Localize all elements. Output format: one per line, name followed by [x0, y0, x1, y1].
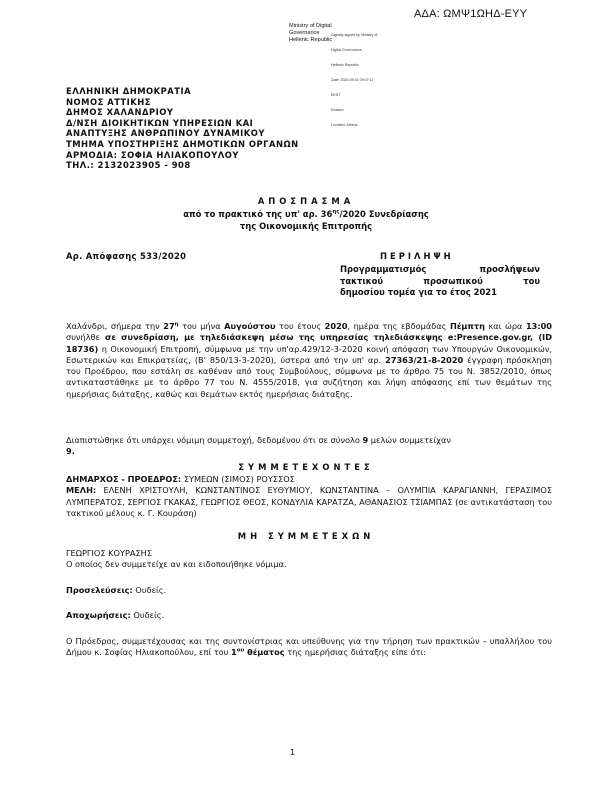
signature-detail-line: Hellenic Republic [331, 63, 359, 67]
letterhead-line: ΕΛΛΗΝΙΚΗ ΔΗΜΟΚΡΑΤΙΑ [66, 86, 192, 96]
departures-label: Αποχωρήσεις: [66, 610, 131, 620]
text: , ημέρα της εβδομάδας [347, 321, 450, 331]
subheading-sup: ης [332, 209, 340, 216]
signature-line: Governance [289, 30, 320, 36]
digital-signature-details [331, 23, 377, 133]
day: 27 [163, 321, 175, 331]
text: της ημερήσιας διάταξης είπε ότι: [284, 647, 427, 658]
summary-text [340, 264, 540, 299]
text: η Οικονομική Επιτροπή, σύμφωνα με την υπ'αρ.429/12-3-2020 κοινή απόφαση των Υπουργών Οικονομικών, Εσωτερικών και Επικρατείας, (Β' 850/13-3-2020), ύστερα από την υπ' αρ. [66, 343, 552, 365]
text: μελών συμμετείχαν [368, 435, 451, 445]
present-members: 9. [66, 446, 75, 457]
year: 2020 [324, 321, 348, 331]
signature-detail-line: Date: 2020.09.01 09:07:11 [331, 78, 374, 82]
text: Ο Πρόεδρος, συμμετέχουσας και της συντονίστριας και υπεύθυνης για την τήρηση των πρακτικών – υπαλλήλου του Δήμου κ. Σοφίας Ηλιακοπούλου, επί του [66, 636, 552, 658]
absent-name: ΓΕΩΡΓΙΟΣ ΚΟΥΡΑΣΗΣ [66, 548, 152, 558]
text: συνήλθε [66, 332, 105, 343]
meeting-paragraph [66, 321, 552, 400]
signature-line: Ministry of Digital [289, 23, 332, 29]
signature-detail-line: Reason: [331, 108, 345, 112]
topic-number: 1 [231, 647, 237, 658]
departures [66, 610, 552, 621]
members-names: ΕΛΕΝΗ ΧΡΙΣΤΟΥΛΗ, ΚΩΝΣΤΑΝΤΙΝΟΣ ΕΥΘΥΜΙΟΥ, ΚΩΝΣΤΑΝΤΙΝΑ – ΟΛΥΜΠΙΑ ΚΑΡΑΓΙΑΝΝΗ, ΓΕΡΑΣΙΜΟΣ ΛΥΜΠΕΡΑΤΟΣ, ΣΕΡΓΙΟΣ ΓΚΑΚΑΣ, ΓΕΩΡΓΙΟΣ ΘΕΟΣ, ΚΟΝΔΥΛΙΑ ΚΑΡΑΤΖΑ, ΑΘΑΝΑΣΙΟΣ ΤΣΙΑΜΠΑΣ (σε αντικατάσταση του τακτικού μέλους κ. Γ. Κουράση) [66, 485, 552, 518]
absent-note: Ο οποίος δεν συμμετείχε αν και ειδοποιήθηκε νόμιμα. [66, 559, 287, 570]
page-number: 1 [290, 748, 296, 757]
document-subheading [0, 209, 612, 219]
weekday: Πέμπτη [449, 321, 485, 331]
time: 13:00 [525, 321, 552, 331]
arrivals-value: Ουδείς. [132, 585, 167, 595]
total-members: 9 [362, 435, 369, 445]
signature-detail-line: EEST [331, 93, 341, 97]
month: Αυγούστου [224, 321, 276, 331]
digital-signature-issuer [289, 23, 332, 44]
signature-line: Hellenic Republic [289, 37, 333, 43]
letterhead-line: ΔΗΜΟΣ ΧΑΛΑΝΔΡΙΟΥ [66, 107, 174, 118]
summary-line: δημοσίου τομέα για το έτος 2021 [340, 287, 497, 297]
letterhead-line: ΤΜΗΜΑ ΥΠΟΣΤΗΡΙΞΗΣ ΔΗΜΟΤΙΚΩΝ ΟΡΓΑΝΩΝ [66, 138, 299, 149]
letterhead-line: ΑΝΑΠΤΥΞΗΣ ΑΝΘΡΩΠΙΝΟΥ ΔΥΝΑΜΙΚΟΥ [66, 128, 265, 139]
signature-detail-line: Digital Governance, [331, 48, 363, 52]
topic-word: θέματος [244, 647, 285, 658]
present-heading: ΣΥΜΜΕΤΕΧΟΝΤΕΣ [238, 462, 374, 472]
present-members-list [66, 474, 552, 519]
departures-value: Ουδείς. [130, 610, 165, 620]
arrivals [66, 585, 552, 596]
summary-line: Προγραμματισμός προσλήψεων [340, 264, 540, 274]
invitation-ref: 27363/21-8-2020 [385, 354, 464, 365]
members-label: ΜΕΛΗ: [66, 485, 97, 496]
mayor-name: ΣΥΜΕΩΝ (ΣΙΜΟΣ) ΡΟΥΣΣΟΣ [181, 474, 295, 484]
letterhead-line: ΝΟΜΟΣ ΑΤΤΙΚΗΣ [66, 96, 151, 107]
text: έγγραφη πρόσκληση του Προέδρου, που εστάλη σε καθέναν από τους Συμβούλους, σύμφωνα με το άρθρο 75 του Ν. 3852/2010, όπως αντικαταστάθηκε με το άρθρο 77 του Ν. 4555/2018, για συζήτηση και λήψη απόφασης επί των θεμάτων της ημερήσιας διάταξης, καθώς και θεμάτων εκτός ημερήσιας διάταξης. [66, 354, 552, 399]
letterhead-line: ΤΗΛ.: 2132023905 - 908 [66, 160, 191, 171]
subheading-text: από το πρακτικό της υπ' αρ. 36 [183, 209, 333, 219]
text: του έτους [275, 321, 325, 331]
session-info: σε συνεδρίαση, με τηλεδιάσκεψη μέσω της υπηρεσίας τηλεδιάσκεψης e:Presence.gov.gr, (ID 18736) [66, 332, 552, 354]
document-heading: ΑΠΟΣΠΑΣΜΑ [257, 196, 355, 206]
letterhead-line: ΑΡΜΟΔΙΑ: ΣΟΦΙΑ ΗΛΙΑΚΟΠΟΥΛΟΥ [66, 149, 239, 160]
committee-name: της Οικονομικής Επιτροπής [239, 221, 373, 231]
topic-number-sup: ου [236, 647, 245, 654]
mayor-label: ΔΗΜΑΡΧΟΣ - ΠΡΟΕΔΡΟΣ: [66, 474, 182, 484]
text: και ώρα [484, 321, 526, 331]
letterhead [66, 86, 299, 171]
topic-paragraph [66, 636, 552, 659]
signature-detail-line: Location: Athens [331, 123, 358, 127]
subheading-text: /2020 Συνεδρίασης [339, 209, 429, 219]
quorum-paragraph [66, 435, 552, 458]
summary-line: τακτικού προσωπικού του [340, 275, 540, 286]
decision-number: Αρ. Απόφασης 533/2020 [66, 251, 187, 261]
text: Χαλάνδρι, σήμερα την [66, 321, 164, 331]
absent-heading: ΜΗ ΣΥΜΜΕΤΕΧΩΝ [237, 531, 375, 541]
summary-heading: ΠΕΡΙΛΗΨΗ [380, 251, 454, 261]
absent-members [66, 548, 552, 571]
arrivals-label: Προσελεύσεις: [66, 585, 133, 595]
signature-detail-line: Digitally signed by Ministry of [331, 33, 378, 37]
text: του μήνα [178, 321, 225, 331]
letterhead-line: Δ/ΝΣΗ ΔΙΟΙΚΗΤΙΚΩΝ ΥΠΗΡΕΣΙΩΝ ΚΑΙ [66, 117, 254, 128]
day-sup: η [174, 321, 179, 328]
ada-code: ΑΔΑ: ΩΜΨ1ΩΗΔ-ΕΥΥ [414, 8, 528, 20]
text: Διαπιστώθηκε ότι υπάρχει νόμιμη συμμετοχή, δεδομένου ότι σε σύνολο [66, 435, 363, 445]
